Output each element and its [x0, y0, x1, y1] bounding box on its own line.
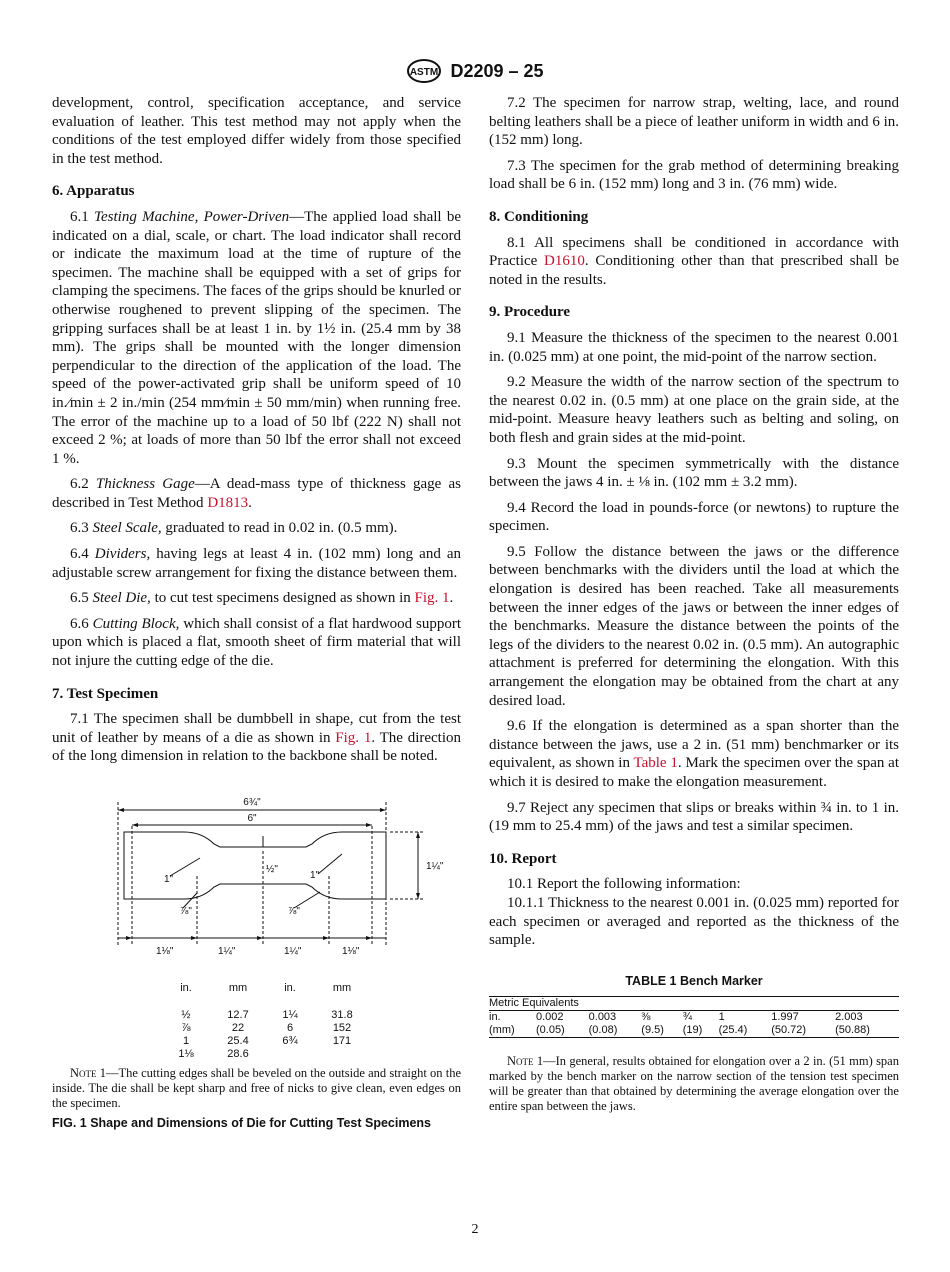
document-id: D2209 – 25	[450, 60, 544, 81]
dimension-table-row: ⅞ 22 6 152	[181, 1022, 352, 1034]
figure-1	[52, 796, 461, 1066]
dim-b3: 1¼"	[284, 946, 302, 957]
figure-dimension-table	[160, 982, 368, 1061]
section-6-heading: 6. Apparatus	[52, 183, 135, 200]
paragraph-6-6: 6.6 Cutting Block, which shall consist of a flat hardwood support upon which is placed a flat, smooth sheet of firm material that will not injure the cutting edge of the die.	[52, 615, 462, 670]
section-8-heading: 8. Conditioning	[489, 208, 589, 225]
svg-text:ASTM: ASTM	[410, 67, 439, 78]
dim-neck: ½"	[266, 864, 278, 875]
table-1-note: Note 1—In general, results obtained for elongation over a 2 in. (51 mm) span marked by the bench marker on the narrow section of the tension test specimen will be greater than that obtained by determining the average elongation over the entire span between the jaws.	[489, 1054, 899, 1114]
dim-inner: 6"	[247, 813, 257, 824]
dimension-table-row: ½ 12.7 1¼ 31.8	[181, 1009, 353, 1021]
paragraph-9-7: 9.7 Reject any specimen that slips or breaks within ¾ in. to 1 in. (19 mm to 25.4 mm) of the jaws and test a similar specimen.	[489, 799, 899, 835]
paragraph-6-5: 6.5 Steel Die, to cut test specimens designed as shown in Fig. 1.	[70, 590, 454, 607]
dumbbell-die-drawing	[52, 796, 461, 981]
paragraph-9-1: 9.1 Measure the thickness of the specimen to the nearest 0.001 in. (0.025 mm) at one point, the mid-point of the narrow section.	[489, 329, 899, 365]
section-9-heading: 9. Procedure	[489, 304, 571, 321]
page-number: 2	[471, 1222, 479, 1237]
dim-radius-right: 1"	[310, 870, 320, 881]
intro-paragraph: development, control, specification acceptance, and service evaluation of leather. This test method may not apply when the conditions of the test employed differ widely from those specified in the test method.	[52, 95, 461, 167]
paragraph-6-4: 6.4 Dividers, having legs at least 4 in. (102 mm) long and an adjustable screw arrangement for fixing the distance between them.	[52, 546, 462, 581]
left-column	[52, 94, 461, 1133]
link-d1610[interactable]: D1610	[544, 253, 585, 270]
table-1-row-mm: (mm) (0.05) (0.08) (9.5) (19) (25.4) (50.72) (50.88)	[489, 1024, 899, 1038]
paragraph-6-2: 6.2 Thickness Gage—A dead-mass type of thickness gage as described in Test Method D1813.	[52, 476, 461, 511]
paragraph-9-5: 9.5 Follow the distance between the jaws or the difference between benchmarks with the dividers until the load at which the elongation is desired has been reached. Take all measurements between the inner edges of the jaws or between the inner edges of the benchmarks. Measure the distance between the points of the legs of the dividers to the nearest 0.02 in. (0.5 mm). An autographic attachment is preferred for determining the elongation. With this arrangement the elongation may be obtained from the chart at any desired load.	[489, 543, 899, 709]
paragraph-10-1-1: 10.1.1 Thickness to the nearest 0.001 in. (0.025 mm) reported for each specimen or averaged and reported as the thickness of the sample.	[489, 894, 899, 949]
link-d1813[interactable]: D1813	[207, 494, 249, 511]
page-header	[0, 58, 950, 84]
dimension-labels	[156, 797, 444, 957]
table-1-bench-marker	[489, 996, 899, 1038]
astm-logo-icon	[406, 58, 442, 84]
dim-end-width: 1¼"	[426, 861, 444, 872]
figure-caption: FIG. 1 Shape and Dimensions of Die for Cutting Test Specimens	[52, 1116, 431, 1130]
dimension-table-header: in. mm in. mm	[180, 982, 352, 994]
paragraph-9-4: 9.4 Record the load in pounds-force (or newtons) to rupture the specimen.	[489, 499, 899, 535]
link-fig-1-b[interactable]: Fig. 1	[335, 729, 372, 746]
link-fig-1[interactable]: Fig. 1	[414, 590, 450, 607]
dim-taper-right: ⅞"	[288, 906, 300, 917]
table-1-row-in: in. 0.002 0.003 ⅜ ¾ 1 1.997 2.003	[489, 1011, 899, 1025]
paragraph-7-2: 7.2 The specimen for narrow strap, welting, lace, and round belting leathers shall be a piece of leather uniform in width and 6 in. (152 mm) long.	[489, 95, 899, 149]
right-column	[489, 94, 899, 1114]
figure-note: Note 1—The cutting edges shall be beveled on the outside and straight on the inside. The die shall be kept sharp and free of nicks to give clean, even edges on the specimen.	[52, 1066, 461, 1110]
paragraph-9-6: 9.6 If the elongation is determined as a span shorter than the distance between the jaws, use a 2 in. (51 mm) benchmarker or its equivalent, as shown in Table 1. Mark the specimen over the span at which it is desired to make the elongation measurement.	[489, 718, 899, 790]
table-1-caption: TABLE 1 Bench Marker	[625, 973, 763, 988]
paragraph-8-1: 8.1 All specimens shall be conditioned in accordance with Practice D1610. Conditioning other than that prescribed shall be noted in the results.	[489, 234, 899, 288]
dim-b1: 1⅛"	[156, 946, 174, 957]
section-7-heading: 7. Test Specimen	[52, 685, 159, 702]
paragraph-10-1: 10.1 Report the following information:	[507, 876, 741, 893]
paragraph-7-1: 7.1 The specimen shall be dumbbell in shape, cut from the test unit of leather by means of a die as shown in Fig. 1. The direction of the long dimension in relation to the backbone shall be noted.	[52, 711, 462, 765]
table-1-group-label: Metric Equivalents	[489, 997, 899, 1011]
dimension-table-row: 1⅛ 28.6	[178, 1048, 249, 1060]
dim-b2: 1¼"	[218, 946, 236, 957]
paragraph-6-3: 6.3 Steel Scale, graduated to read in 0.02 in. (0.5 mm).	[70, 520, 398, 537]
section-10-heading: 10. Report	[489, 850, 557, 867]
dim-taper-left: ⅞"	[180, 906, 192, 917]
paragraph-6-1: 6.1 Testing Machine, Power-Driven—The applied load shall be indicated on a dial, scale, or chart. The load indicator shall record or indicate the maximum load at the time of rupture of the specimen. The machine shall be equipped with a set of grips for clamping the specimens. The faces of the grips should be knurled or otherwise roughened to prevent slipping of the specimen. The gripping surfaces shall be at least 1 in. by 1½ in. (25.4 mm by 38 mm). The grips shall be mounted with the longer dimension perpendicular to the direction of the application of the load. The speed of the power-activated grip shall be uniform speed of 10 in.⁄min ± 2 in./min (254 mm⁄min ± 50 mm/min) when running free. The error of the machine up to a load of 50 lbf (222 N) shall not exceed 2 %; at loads of more than 50 lbf the error shall not exceed 1 %.	[52, 208, 461, 467]
paragraph-9-3: 9.3 Mount the specimen symmetrically with the distance between the jaws 4 in. ± ⅛ in. (102 mm ± 3.2 mm).	[489, 455, 899, 491]
paragraph-7-3: 7.3 The specimen for the grab method of determining breaking load shall be 6 in. (152 mm) long and 3 in. (76 mm) wide.	[489, 157, 899, 193]
dim-overall: 6¾"	[243, 797, 261, 808]
dim-b4: 1⅛"	[342, 946, 360, 957]
dimension-table-row: 1 25.4 6¾ 171	[182, 1035, 352, 1047]
dim-radius-left: 1"	[164, 874, 174, 885]
link-table-1[interactable]: Table 1	[633, 755, 678, 772]
paragraph-9-2: 9.2 Measure the width of the narrow section of the spectrum to the nearest 0.02 in. (0.5 mm) at one place on the grain side, at the mid-point. Measure heavy leathers such as belting and soling, on both flesh and grain sides at the mid-point.	[489, 374, 899, 446]
